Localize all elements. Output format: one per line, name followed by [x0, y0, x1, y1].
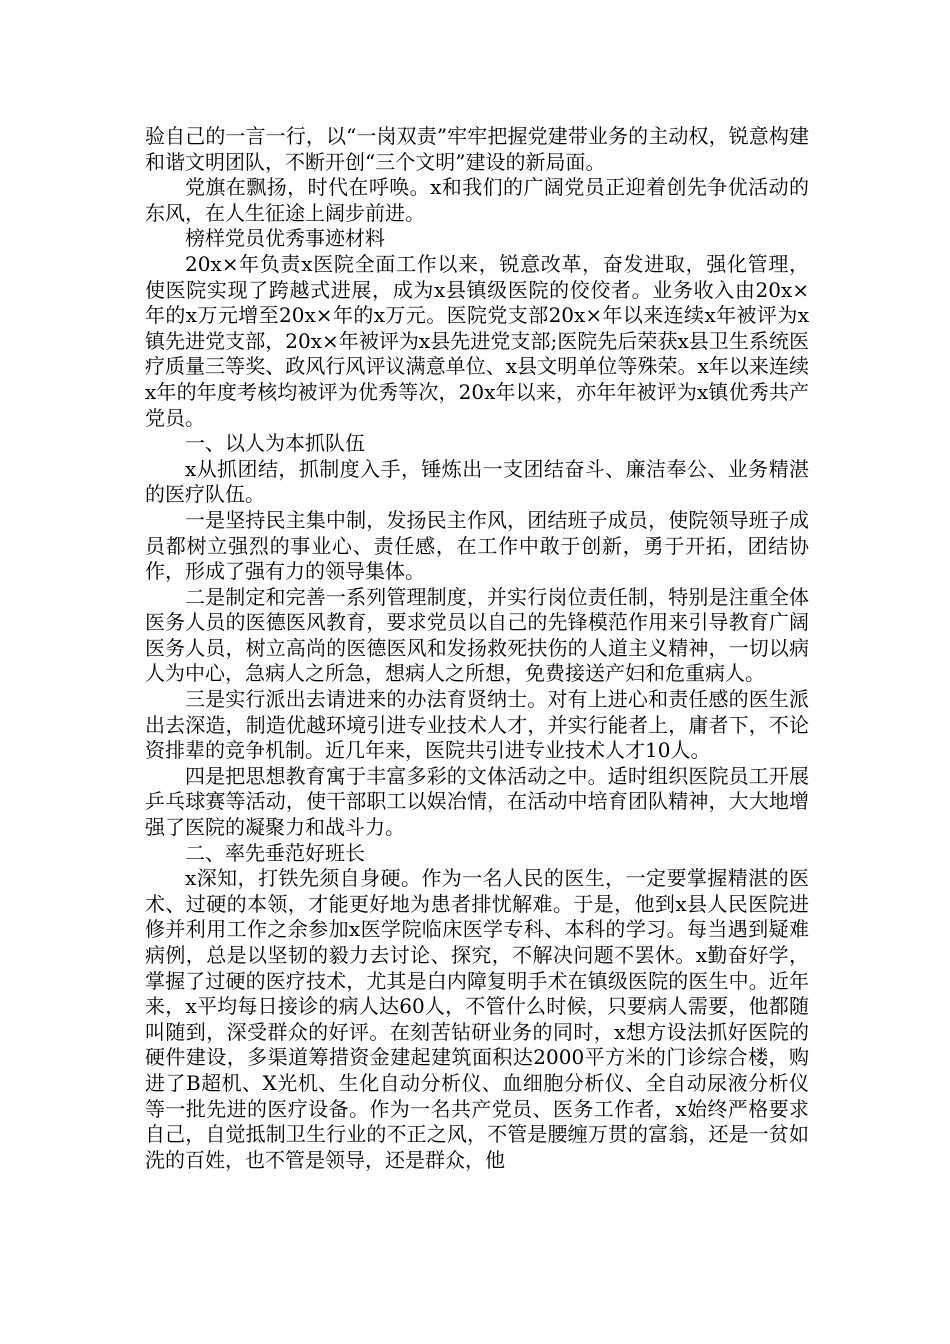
section-title: 榜样党员优秀事迹材料: [185, 226, 385, 251]
paragraph-8: 二是制定和完善一系列管理制度，并实行岗位责任制，特别是注重全体医务人员的医德医风教育，要求党员以自己的先锋模范作用来引导教育广阔医务人员，树立高尚的医德医风和发扬救死扶伤的人道主义精神，一切以病人为中心，急病人之所急，想病人之所想，免费接送产妇和危重病人。: [145, 584, 809, 686]
paragraph-12: x深知，打铁先须自身硬。作为一名人民的医生，一定要掌握精湛的医术、过硬的本领，才能更好地为患者排忧解难。于是，他到x县人民医院进修并利用工作之余参加x医学院临床医学专科、本科的学习。每当遇到疑难病例，总是以坚韧的毅力去讨论、探究，不解决问题不罢休。x勤奋好学，掌握了过硬的医疗技术，尤其是白内障复明手术在镇级医院的医生中。近年来，x平均每日接诊的病人达60人，不管什么时候，只要病人需要，他都随叫随到，深受群众的好评。在刻苦钻研业务的同时，x想方设法抓好医院的硬件建设，多渠道筹措资金建起建筑面积达2000平方米的门诊综合楼，购进了B超机、X光机、生化自动分析仪、血细胞分析仪、全自动尿液分析仪等一批先进的医疗设备。作为一名共产党员、医务工作者，x始终严格要求自己，自觉抵制卫生行业的不正之风，不管是腰缠万贯的富翁，还是一贫如洗的百姓，也不管是领导，还是群众，他: [145, 866, 809, 1172]
paragraph-7: 一是坚持民主集中制，发扬民主作风，团结班子成员，使院领导班子成员都树立强烈的事业心、责任感，在工作中敢于创新，勇于开拓，团结协作，形成了强有力的领导集体。: [145, 507, 809, 584]
document-page: [145, 124, 809, 1173]
paragraph-1: 验自己的一言一行，以“一岗双责”牢牢把握党建带业务的主动权，锐意构建和谐文明团队，不断开创“三个文明”建设的新局面。: [145, 124, 809, 174]
paragraph-4: 20x×年负责x医院全面工作以来，锐意改革，奋发进取，强化管理，使医院实现了跨越式进展，成为x县镇级医院的佼佼者。业务收入由20x×年的x万元增至20x×年的x万元。医院党支部20x×年以来连续x年被评为x镇先进党支部，20x×年被评为x县先进党支部;医院先后荣获x县卫生系统医疗质量三等奖、政风行风评议满意单位、x县文明单位等殊荣。x年以来连续x年的年度考核均被评为优秀等次，20x年以来，亦年年被评为x镇优秀共产党员。: [145, 251, 809, 430]
heading-2: 二、率先垂范好班长: [185, 840, 365, 865]
paragraph-2: 党旗在飘扬，时代在呼唤。x和我们的广阔党员正迎着创先争优活动的东风，在人生征途上阔步前进。: [145, 175, 809, 225]
heading-1: 一、以人为本抓队伍: [185, 431, 365, 456]
paragraph-6: x从抓团结，抓制度入手，锤炼出一支团结奋斗、廉洁奉公、业务精湛的医疗队伍。: [145, 456, 809, 507]
paragraph-9: 三是实行派出去请进来的办法育贤纳士。对有上进心和责任感的医生派出去深造，制造优越环境引进专业技术人才，并实行能者上，庸者下，不论资排辈的竞争机制。近几年来，医院共引进专业技术人才10人。: [145, 687, 809, 763]
paragraph-10: 四是把思想教育寓于丰富多彩的文体活动之中。适时组织医院员工开展乒乓球赛等活动，使干部职工以娱冶情，在活动中培育团队精神，大大地增强了医院的凝聚力和战斗力。: [145, 763, 809, 840]
